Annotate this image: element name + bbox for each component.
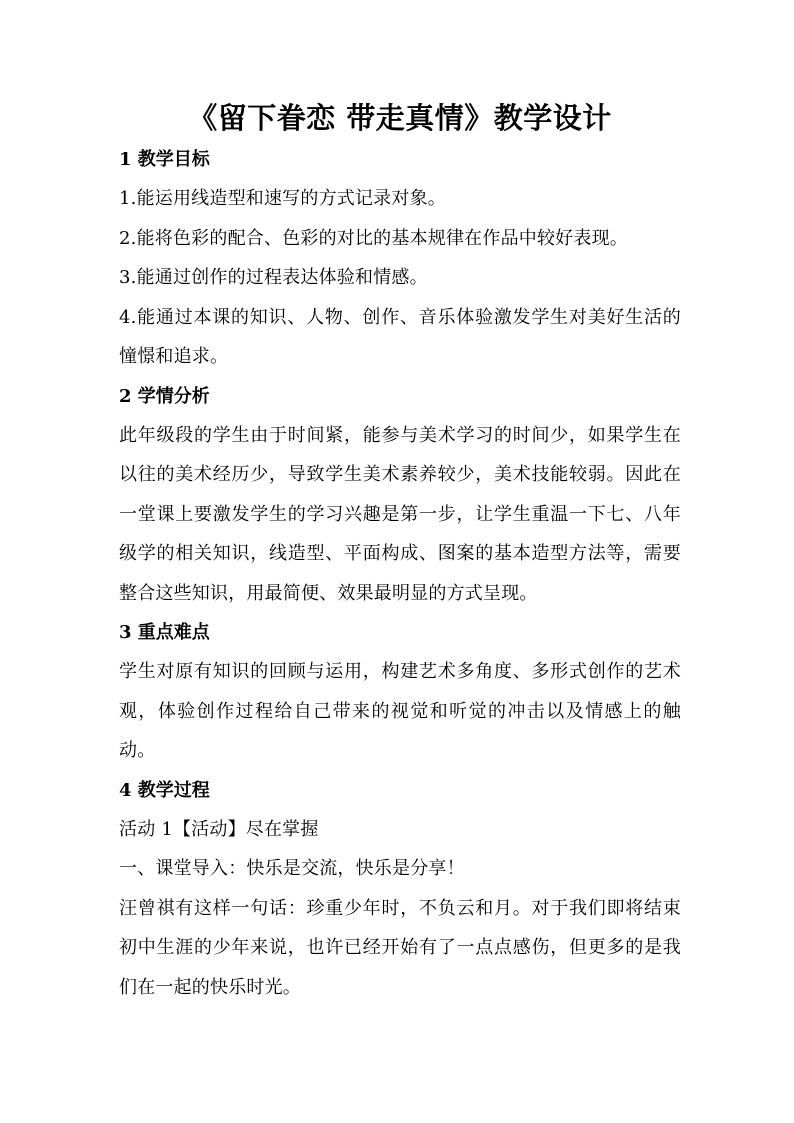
paragraph: 活动 1【活动】尽在掌握 <box>119 818 319 840</box>
paragraph: 3.能通过创作的过程表达体验和情感。 <box>119 267 428 288</box>
section-learning-analysis <box>119 377 681 614</box>
section-key-difficulties <box>119 613 681 771</box>
section-teaching-process <box>119 771 681 1008</box>
section-teaching-objectives <box>119 140 681 377</box>
paragraph: 2.能将色彩的配合、色彩的对比的基本规律在作品中较好表现。 <box>119 227 628 249</box>
paragraph: 一、课堂导入：快乐是交流，快乐是分享！ <box>119 858 465 879</box>
paragraph: 此年级段的学生由于时间紧，能参与美术学习的时间少，如果学生在以往的美术经历少，导致学生美术素养较少，美术技能较弱。因此在一堂课上要激发学生的学习兴趣是第一步，让学生重温一下七、八年级学的相关知识，线造型、平面构成、图案的基本造型方法等，需要整合这些知识，用最简便、效果最明显的方式呈现。 <box>119 424 681 604</box>
paragraph: 汪曾祺有这样一句话：珍重少年时，不负云和月。对于我们即将结束初中生涯的少年来说，也许已经开始有了一点点感伤，但更多的是我们在一起的快乐时光。 <box>119 897 681 998</box>
paragraph: 学生对原有知识的回顾与运用，构建艺术多角度、多形式创作的艺术观，体验创作过程给自己带来的视觉和听觉的冲击以及情感上的触动。 <box>119 661 681 761</box>
document-title: 《留下眷恋 带走真情》教学设计 <box>188 101 612 135</box>
paragraph: 1.能运用线造型和速写的方式记录对象。 <box>119 188 446 209</box>
paragraph: 4.能通过本课的知识、人物、创作、音乐体验激发学生对美好生活的憧憬和追求。 <box>119 306 681 367</box>
section-heading: 1 教学目标 <box>119 149 210 170</box>
document-body <box>119 96 681 1007</box>
section-heading: 4 教学过程 <box>119 779 210 801</box>
section-heading: 3 重点难点 <box>119 622 210 643</box>
section-heading: 2 学情分析 <box>119 385 210 407</box>
